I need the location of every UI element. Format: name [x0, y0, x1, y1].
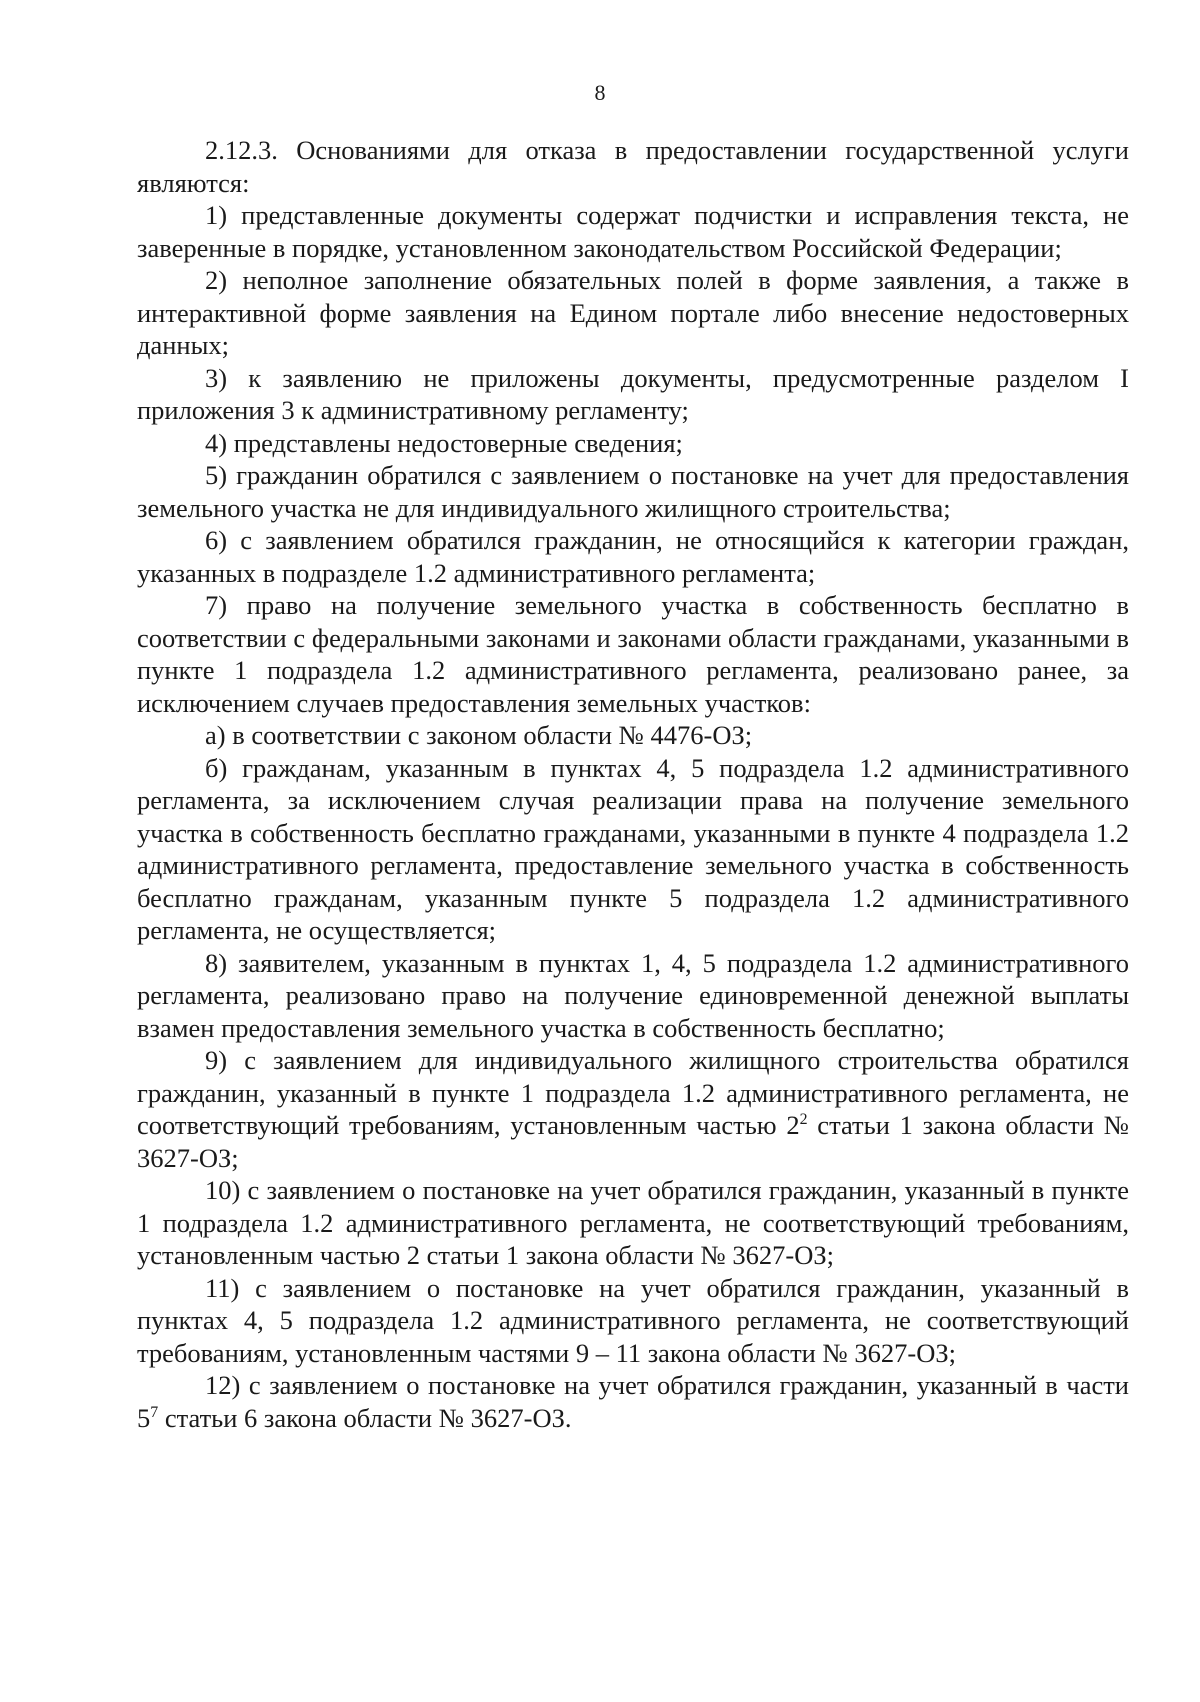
paragraph-item-7b: б) гражданам, указанным в пунктах 4, 5 подраздела 1.2 административного регламента, за исключением случая реализации права на получение земельного участка в собственность бесплатно гражданами, указанными в пункте 4 подраздела 1.2 административного регламента, предоставление земельного участка в собственность бесплатно гражданам, указанным пункте 5 подраздела 1.2 административного регламента, не осуществляется;	[137, 752, 1129, 945]
paragraph-item-9	[137, 1044, 1129, 1174]
paragraph-item-12-text: 12) с заявлением о постановке на учет обратился гражданин, указанный в части 5	[137, 1370, 1129, 1433]
paragraph-item-7: 7) право на получение земельного участка в собственность бесплатно в соответствии с федеральными законами и законами области гражданами, указанными в пункте 1 подраздела 1.2 административного регламента, реализовано ранее, за исключением случаев предоставления земельных участков:	[137, 590, 1129, 718]
paragraph-item-4: 4) представлены недостоверные сведения;	[205, 427, 683, 458]
paragraph-item-1: 1) представленные документы содержат подчистки и исправления текста, не заверенные в порядке, установленном законодательством Российской Федерации;	[137, 200, 1129, 263]
page-number: 8	[594, 80, 606, 105]
paragraph-item-2: 2) неполное заполнение обязательных полей в форме заявления, а также в интерактивной форме заявления на Едином портале либо внесение недостоверных данных;	[137, 265, 1129, 360]
document-body	[137, 134, 1129, 1434]
paragraph-item-12	[137, 1369, 1129, 1434]
paragraph-item-6: 6) с заявлением обратился гражданин, не относящийся к категории граждан, указанных в подразделе 1.2 административного регламента;	[137, 525, 1129, 588]
paragraph-intro: 2.12.3. Основаниями для отказа в предоставлении государственной услуги являются:	[137, 135, 1129, 198]
paragraph-item-9-tail: статьи 1 закона области № 3627-ОЗ;	[137, 1110, 1129, 1173]
paragraph-item-11: 11) с заявлением о постановке на учет обратился гражданин, указанный в пунктах 4, 5 подраздела 1.2 административного регламента, не соответствующий требованиям, установленным частями 9 – 11 закона области № 3627-ОЗ;	[137, 1272, 1129, 1368]
paragraph-item-10: 10) с заявлением о постановке на учет обратился гражданин, указанный в пункте 1 подраздела 1.2 административного регламента, не соответствующий требованиям, установленным частью 2 статьи 1 закона области № 3627-ОЗ;	[137, 1175, 1129, 1270]
paragraph-item-7a: а) в соответствии с законом области № 4476-ОЗ;	[205, 720, 753, 750]
superscript: 2	[799, 1111, 808, 1129]
superscript: 7	[150, 1403, 159, 1421]
paragraph-item-5: 5) гражданин обратился с заявлением о постановке на учет для предоставления земельного участка не для индивидуального жилищного строительства;	[137, 460, 1129, 523]
paragraph-item-8: 8) заявителем, указанным в пунктах 1, 4, 5 подраздела 1.2 административного регламента, реализовано право на получение единовременной денежной выплаты взамен предоставления земельного участка в собственность бесплатно;	[137, 947, 1129, 1043]
paragraph-item-12-tail: статьи 6 закона области № 3627-ОЗ.	[158, 1402, 572, 1433]
paragraph-item-3: 3) к заявлению не приложены документы, предусмотренные разделом I приложения 3 к административному регламенту;	[137, 362, 1129, 425]
paragraph-item-9-text: 9) с заявлением для индивидуального жилищного строительства обратился гражданин, указанный в пункте 1 подраздела 1.2 административного регламента, не соответствующий требованиям, установленным частью 2	[137, 1045, 1129, 1140]
